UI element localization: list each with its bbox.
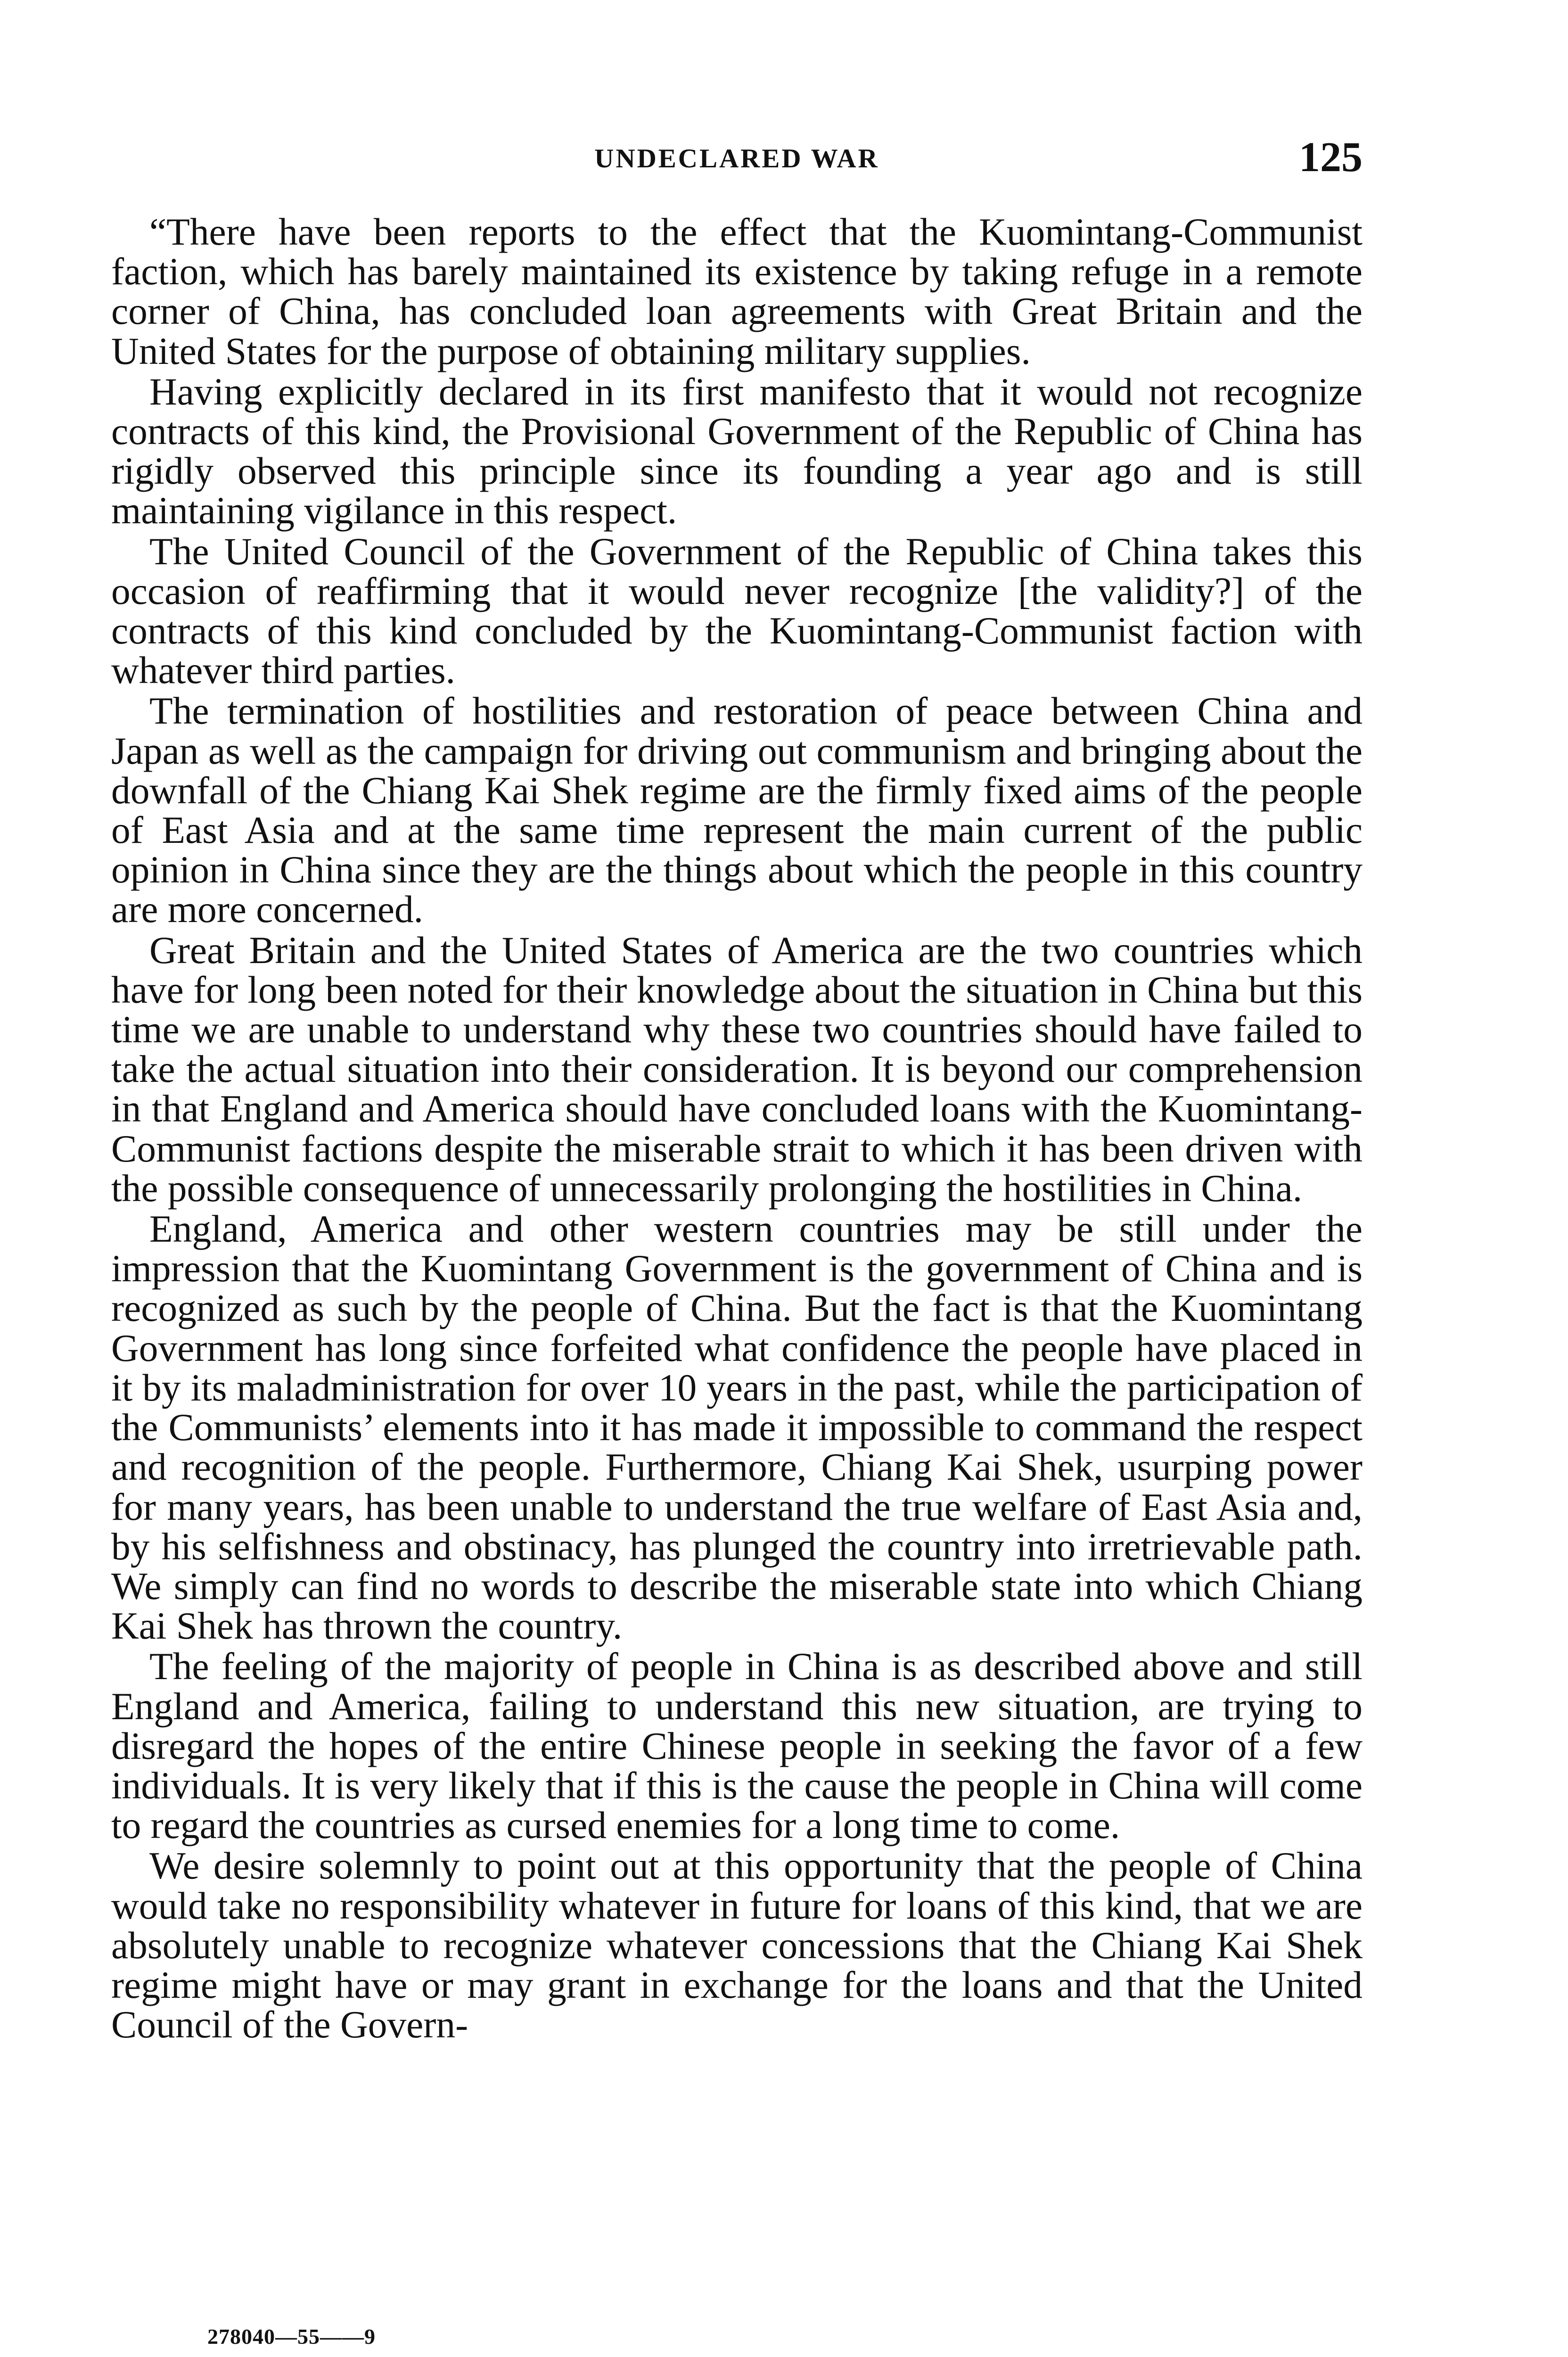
paragraph: “There have been reports to the effect that the Kuomintang-Communist faction, which has barely maintained its existence by taking refuge in a remote corner of China, has concluded loan agreements with Great Britain and the United States for the purpose of obtaining military supplies. bbox=[111, 210, 1363, 372]
body-text bbox=[111, 212, 1363, 2044]
paragraph: We desire solemnly to point out at this opportunity that the people of China would take no responsibility whatever in future for loans of this kind, that we are absolutely unable to recognize whatever concessions that the Chiang Kai Shek regime might have or may grant in exchange for the loans and that the United Council of the Govern- bbox=[111, 1844, 1363, 2046]
paragraph: Having explicitly declared in its first manifesto that it would not recognize contracts of this kind, the Provisional Government of the Republic of China has rigidly observed this principle since its founding a year ago and is still maintaining vigilance in this respect. bbox=[111, 370, 1363, 532]
paragraph: The feeling of the majority of people in China is as described above and still England and America, failing to understand this new situation, are trying to disregard the hopes of the entire Chinese people in seeking the favor of a few individuals. It is very likely that if this is the cause the people in China will come to regard the countries as cursed enemies for a long time to come. bbox=[111, 1645, 1363, 1847]
paragraph: The United Council of the Government of the Republic of China takes this occasion of reaffirming that it would never recognize [the validity?] of the contracts of this kind concluded by the Kuomintang-Communist faction with whatever third parties. bbox=[111, 529, 1363, 692]
paragraph: Great Britain and the United States of America are the two countries which have for long been noted for their knowledge about the situation in China but this time we are unable to understand why these two countries should have failed to take the actual situation into their consideration. It is beyond our comprehension in that England and America should have concluded loans with the Kuomintang-Communist factions despite the miserable strait to which it has been driven with the possible consequence of unnecessarily prolonging the hostilities in China. bbox=[111, 928, 1363, 1210]
paragraph: The termination of hostilities and restoration of peace between China and Japan as well as the campaign for driving out communism and bringing about the downfall of the Chiang Kai Shek regime are the firmly fixed aims of the people of East Asia and at the same time represent the main current of the public opinion in China since they are the things about which the people in this country are more concerned. bbox=[111, 689, 1363, 931]
paragraph: England, America and other western countries may be still under the impression that the Kuomintang Government is the government of China and is recognized as such by the people of China. But the fact is that the Kuomintang Government has long since forfeited what confidence the people have placed in it by its maladministration for over 10 years in the past, while the participation of the Communists’ elements into it has made it impossible to command the respect and recognition of the people. Furthermore, Chiang Kai Shek, usurping power for many years, has been unable to understand the true welfare of East Asia and, by his selfishness and obstinacy, has plunged the country into irretrievable path. We simply can find no words to describe the miserable state into which Chiang Kai Shek has thrown the country. bbox=[111, 1207, 1363, 1648]
page-header bbox=[111, 133, 1363, 190]
page-number: 125 bbox=[1299, 134, 1363, 181]
running-head: UNDECLARED WAR bbox=[594, 144, 879, 173]
printer-mark: 278040—55——9 bbox=[207, 2324, 376, 2349]
